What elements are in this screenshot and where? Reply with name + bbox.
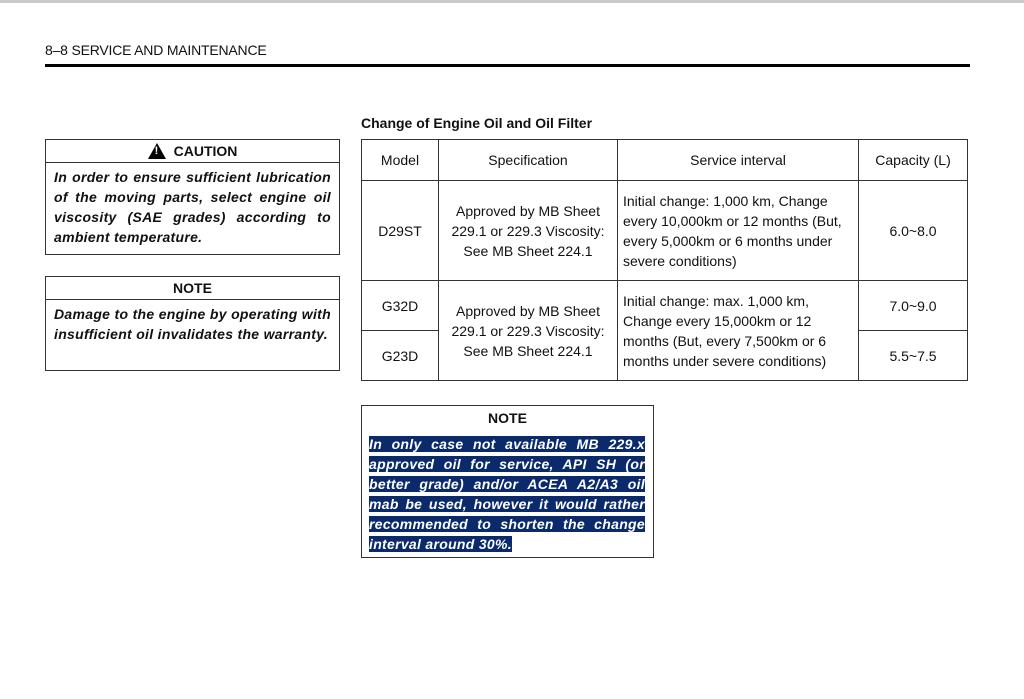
capacity-cell[interactable]: 5.5~7.5 — [859, 331, 968, 381]
table-header-row — [362, 140, 968, 181]
header-specification: Specification — [439, 140, 618, 181]
note-title: NOTE — [46, 277, 339, 300]
caution-title — [46, 140, 339, 163]
note-text[interactable] — [362, 430, 653, 554]
table-row — [362, 281, 968, 331]
top-divider — [0, 0, 1024, 3]
table-row — [362, 181, 968, 281]
spec-cell[interactable]: Approved by MB Sheet 229.1 or 229.3 Viscosity: See MB Sheet 224.1 — [439, 181, 618, 281]
interval-cell[interactable]: Initial change: 1,000 km, Change every 10,000km or 12 months (But, every 5,000km or 6 months under severe conditions) — [618, 181, 859, 281]
model-cell[interactable]: G23D — [362, 331, 439, 381]
interval-cell[interactable]: Initial change: max. 1,000 km, Change every 15,000km or 12 months (But, every 7,500km or 6 months under severe conditions) — [618, 281, 859, 381]
warning-icon — [148, 143, 166, 159]
table-title: Change of Engine Oil and Oil Filter — [361, 115, 593, 131]
note-box — [45, 276, 340, 371]
capacity-cell[interactable]: 7.0~9.0 — [859, 281, 968, 331]
capacity-cell[interactable]: 6.0~8.0 — [859, 181, 968, 281]
oil-change-table — [361, 139, 968, 381]
selected-text[interactable]: In only case not available MB 229.x approved oil for service, API SH (or better grade) and/or ACEA A2/A3 oil mab be used, however it would rather recommended to shorten the change interval around 30%. — [369, 436, 645, 552]
caution-label: CAUTION — [173, 143, 238, 159]
model-cell[interactable]: G32D — [362, 281, 439, 331]
note-text[interactable]: Damage to the engine by operating with insufficient oil invalidates the warranty. — [54, 306, 331, 342]
header-capacity: Capacity (L) — [859, 140, 968, 181]
caution-box — [45, 139, 340, 255]
header-rule — [45, 64, 970, 67]
caution-text[interactable]: In order to ensure sufficient lubrication of the moving parts, select engine oil viscosity (SAE grades) according to ambient temperature. — [54, 169, 331, 245]
header-service-interval: Service interval — [618, 140, 859, 181]
header-model: Model — [362, 140, 439, 181]
note-box-selected — [361, 405, 654, 558]
note-title: NOTE — [488, 410, 527, 426]
spec-cell[interactable]: Approved by MB Sheet 229.1 or 229.3 Viscosity: See MB Sheet 224.1 — [439, 281, 618, 381]
model-cell[interactable]: D29ST — [362, 181, 439, 281]
page-header: 8–8 SERVICE AND MAINTENANCE — [45, 42, 267, 58]
